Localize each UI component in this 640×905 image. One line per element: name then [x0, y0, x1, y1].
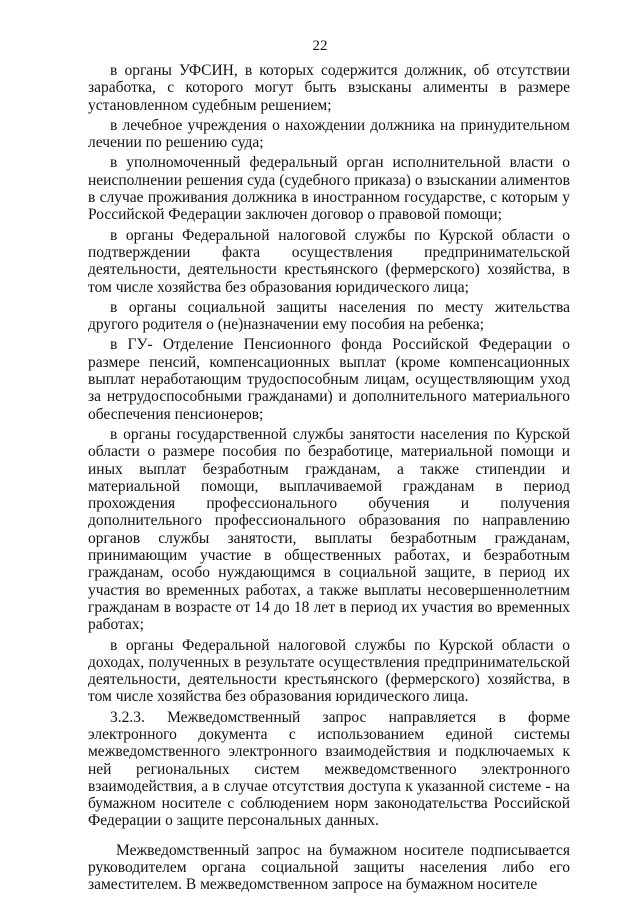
paragraph-ufsin: в органы УФСИН, в которых содержится должник, об отсутствии заработка, с которого могут быть взысканы алименты в размере установленном судебным решением;	[88, 62, 570, 114]
paragraph-tax-service-activity: в органы Федеральной налоговой службы по Курской области о подтверждении факта осуществления предпринимательской деятельности, деятельности крестьянского (фермерского) хозяйства, в том числе хозяйства без образования юридического лица;	[88, 226, 570, 296]
paragraph-medical: в лечебное учреждения о нахождении должника на принудительном лечении по решению суда;	[88, 116, 570, 152]
paragraph-tax-service-income: в органы Федеральной налоговой службы по Курской области о доходах, полученных в результате осуществления предпринимательской деятельности, деятельности крестьянского (фермерского) хозяйства, в том числе хозяйства без образования юридического лица.	[88, 636, 570, 706]
paragraph-pension-fund: в ГУ- Отделение Пенсионного фонда Российской Федерации о размере пенсий, компенсационных выплат (кроме компенсационных выплат неработающим трудоспособным лицам, осуществляющим уход за нетрудоспособными гражданами) и дополнительного материального обеспечения пенсионеров;	[88, 336, 570, 423]
paragraph-paper-request: Межведомственный запрос на бумажном носителе подписывается руководителем органа социальной защиты населения либо его заместителем. В межведомственном запросе на бумажном носителе	[88, 841, 570, 894]
paragraph-federal-authority: в уполномоченный федеральный орган исполнительной власти о неисполнении решения суда (судебного приказа) о взыскании алиментов в случае проживания должника в иностранном государстве, с которым у Российской Федерации заключен договор о правовой помощи;	[88, 154, 570, 224]
page-number: 22	[312, 38, 328, 54]
paragraph-3-2-3: 3.2.3. Межведомственный запрос направляется в форме электронного документа с использованием единой системы межведомственного электронного взаимодействия и подключаемых к ней региональных систем межведомственного электронного взаимодействия, а в случае отсутствия доступа к указанной системе - на бумажном носителе с соблюдением норм законодательства Российской Федерации о защите персональных данных.	[88, 708, 570, 830]
paragraph-social-protection: в органы социальной защиты населения по месту жительства другого родителя о (не)назначении ему пособия на ребенка;	[88, 298, 570, 334]
paragraph-employment-service: в органы государственной службы занятости населения по Курской области о размере пособия по безработице, материальной помощи и иных выплат безработным гражданам, а также стипендии и материальной помощи, выплачиваемой гражданам в период прохождения профессионального обучения и получения дополнительного профессионального образования по направлению органов службы занятости, выплаты безработным гражданам, принимающим участие в общественных работах, и безработным гражданам, особо нуждающимся в социальной защите, в период их участия во временных работах, а также выплаты несовершеннолетним гражданам в возрасте от 14 до 18 лет в период их участия во временных работах;	[88, 425, 570, 634]
document-body	[88, 62, 570, 897]
